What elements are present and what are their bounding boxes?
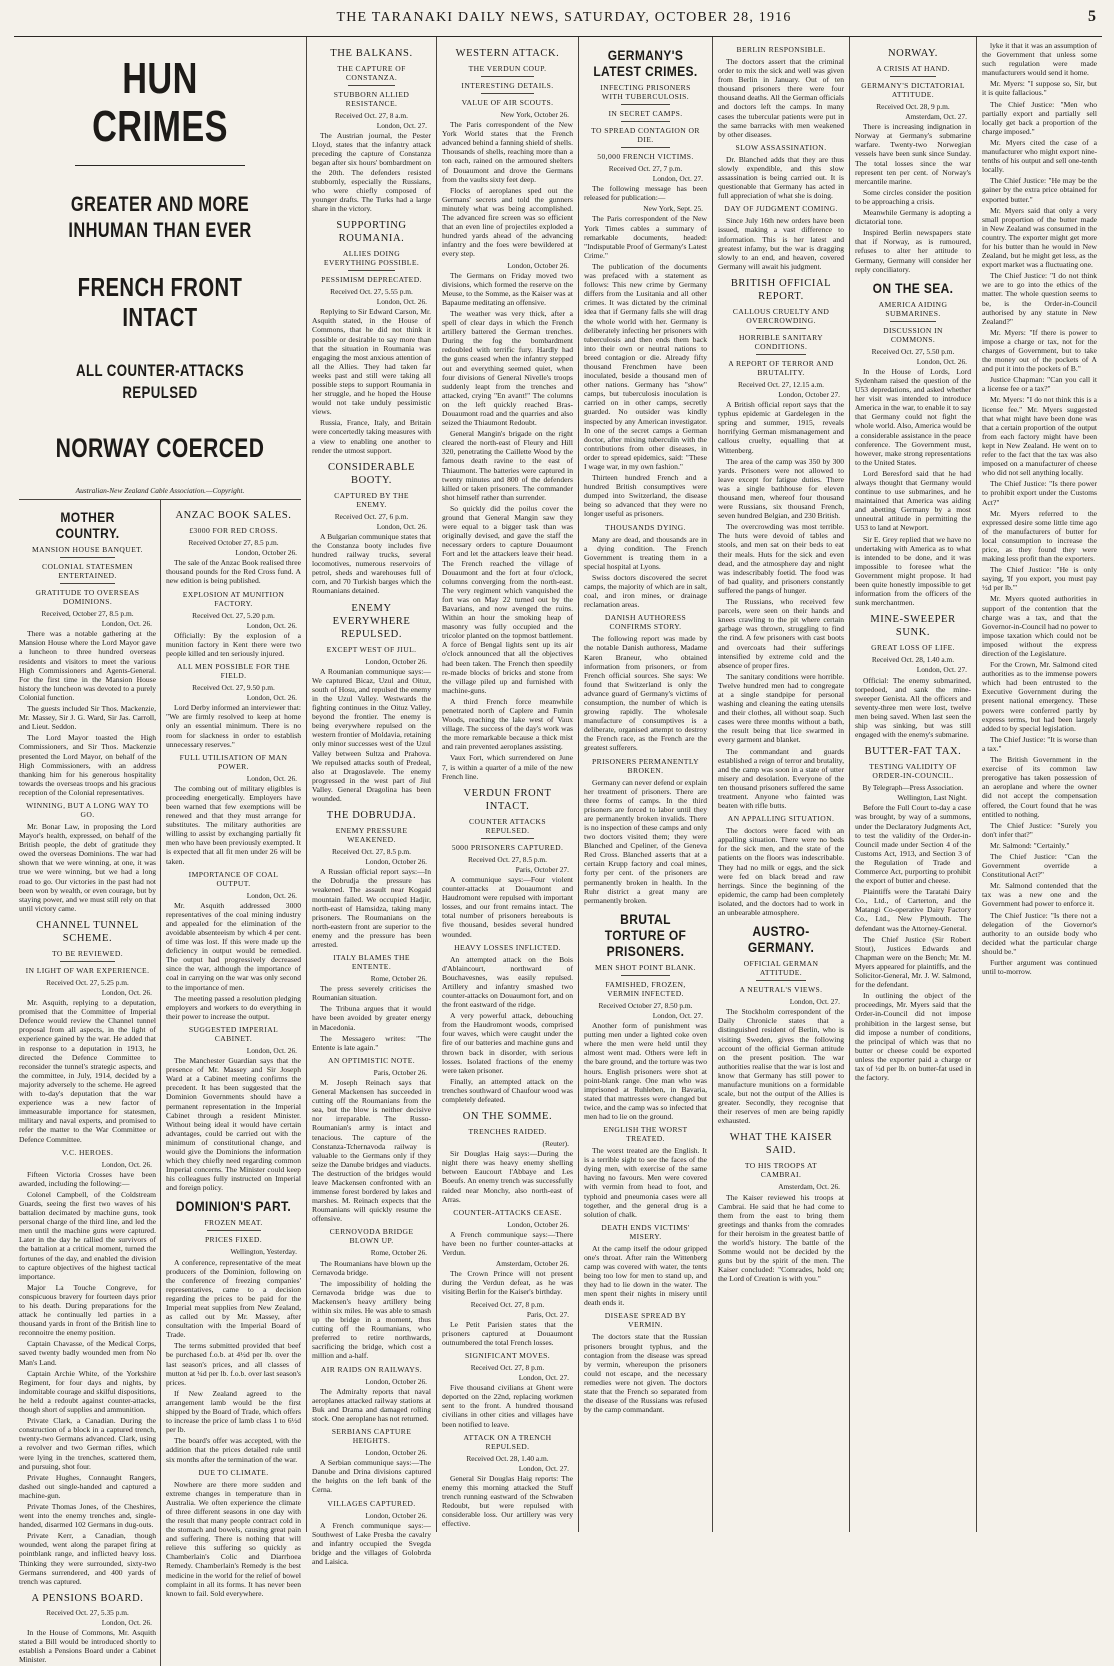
paragraph: The Stockholm correspondent of the Daily Chronicle states that a distinguished resident of Berlin, who is visiting Sweden, gives the following account of the official German attitude on the present position. The war authorities realise that the war is lost and know that Germany has still power to manufacture munitions on a formidable scale, but not the output of the Allies is greater. Secondly, they recognise that their reserves of men are being rapidly exhausted. [718,1007,844,1126]
paragraph: General Sir Douglas Haig reports: The enemy this morning attacked the Stuff trench running eastward of the Schwaben Redoubt, but were repulsed with considerable loss. Our artillery was very effective. [442,1473,573,1529]
headline-french-front: FRENCH FRONT INTACT [77,272,243,332]
paragraph: A communique says:—Four violent counter-attacks at Douaumont and Haudromont were repulsed with important losses, and our front remains intact. The total number of prisoners hereabouts is five thousand, besides several hundred wounded. [442,874,573,939]
sub-heading: GERMANY'S DICTATORIAL ATTITUDE. [861,81,965,99]
paragraph: Justice Chapman: "Can you call it a license fee or a tax?" [982,375,1097,394]
dateline: London, Oct. 27. [652,174,703,184]
dateline: London, October 26. [365,656,427,666]
paragraph: General Mangin's brigade on the right cleared the north-east of Fleury and Hill 320, penetrating the Caillette Wood by the famous death ravine to the east of Thiaumont. The batteries were captured in twenty minutes and 800 of the defenders killed or taken prisoners. The commander shot himself rather than surrender. [442,429,573,502]
dateline: London, Oct. 26. [246,620,297,630]
sub-heading: EXPLOSION AT MUNITION FACTORY. [182,589,285,608]
dateline: London, October 27. [778,389,840,399]
sub-heading: TO HIS TROOPS AT CAMBRAI. [744,1161,818,1180]
sub-heading: IMPORTANCE OF COAL OUTPUT. [188,869,279,888]
sub-heading: INTERESTING DETAILS. [461,81,554,90]
paragraph: Mr. Salmond contended that the tax was a new one and the Government had power to enforce it. [982,881,1097,909]
received-line: Received October 27, 8.50 p.m. [598,1000,693,1010]
received-line: Received Oct. 27, 5.25 p.m. [46,977,129,987]
article-heading: GERMANY'S LATEST CRIMES. [593,47,698,79]
dateline: Wellington, Last Night. [897,793,967,803]
paragraph: The Lord Mayor toasted the High Commissioners, and Sir Thos. Mackenzie presented the Lord Mayor, on behalf of the High Commissioners, with an address thanking him for his generous hospitality towards the overseas troops and his gracious reception of the Colonial representatives. [19,733,156,797]
paragraph: Sir E. Grey replied that we have no undertaking with America as to what is intended to be done, and it was impossible to foresee what the Government might propose. It had been quite honestly impossible to get information from the officers of the sunk merchantmen. [855,534,971,608]
dateline: London, October 26. [235,548,297,558]
paragraph: The Chief Justice (Sir Robert Stout), Justices Edwards and Chapman were on the Bench; Mr. M. Myers appeared for plaintiffs, and the Solicitor-General, Mr. J. W. Salmond, for the defendant. [855,934,971,990]
masthead [14,8,1102,37]
dateline: Amsterdam, October 26. [495,1259,569,1269]
dateline: London, October 26. [365,1448,427,1458]
paragraph: The Chief Justice: "He may be the gainer by the extra price obtained for exported butter." [982,176,1097,204]
dateline: Amsterdam, Oct. 27. [905,112,967,122]
received-line: Received Oct. 27, 8 p.m. [470,1362,545,1372]
dateline: Amsterdam, Oct. 26. [778,1182,840,1192]
paragraph: Mr. Myers referred to the expressed desire some little time ago of the manufacturers of butter for local consumption to increase the price, as they found they were making less profit than the exporters. [982,508,1097,564]
paragraph: The combing out of military eligibles is proceeding energetically. Employers have been warned that few exemptions will be renewed and that they must arrange for substitutes. The military authorities are willing to assist by exchanging partially fit men who have been previously exempted. It is expected that all fit men under 26 will be taken. [166,783,301,866]
sub-heading: SLOW ASSASSINATION. [735,142,827,152]
sub-heading: ATTACK ON A TRENCH REPULSED. [463,1432,552,1451]
paragraph: A very powerful attack, debouching from the Haudromont woods, comprised four waves, which were caught under the fire of our batteries and machine guns and thrown back in disorder, with serious losses. Isolated fractions of the enemy were taken prisoner. [442,1011,573,1075]
paragraph: Russia, France, Italy, and Britain were concertedly taking measures with a view to enabling one another to render the utmost support. [312,418,431,455]
paragraph: Captain Chavasse, of the Medical Corps, saved twenty badly wounded men from No Man's Land. [19,1339,156,1367]
paragraph: The Chief Justice: "He is only saying, 'If you export, you must pay ½d per lb.'" [982,565,1097,593]
paragraph: The impossibility of holding the Cernavoda bridge was due to Mackensen's heavy artillery being within six miles. He was able to smash up the bridge in a moment, thus cutting off the Roumanians, who preferred to retire northwards, sacrificing the bridge, which cost a million and a-half. [312,1278,431,1361]
article-heading: THE DOBRUDJA. [326,810,417,822]
sub-heading: HEAVY LOSSES INFLICTED. [454,942,561,952]
article-heading: WHAT THE KAISER SAID. [729,1132,833,1157]
sub-heading: DUE TO CLIMATE. [198,1467,269,1477]
dateline: London, Oct. 26. [101,619,152,629]
paragraph: The doctors were faced with an appalling situation. There were no beds for the sick men, and the state of the patients on the floors was indescribable. They had no milk or eggs, and the sick were fed on black bread and raw herrings. Since the beginning of the epidemic, the camp had been completely isolated, and the doctors had to work in an unbearable atmosphere. [718,826,844,918]
sub-heading: OFFICIAL GERMAN ATTITUDE. [743,959,819,978]
paragraph: A Russian official report says:—In the Dobrudja the pressure has weakened. The assault near Kogaid mountain failed. We occupied Hadjir, north-east of Hamsidza, taking many prisoners. The Roumanians on the north-eastern front are superior to the enemy and the pressure has been arrested. [312,867,431,949]
sub-heading: A REPORT OF TERROR AND BRUTALITY. [728,358,834,377]
sub-heading: CERNOVODA BRIDGE BLOWN UP. [329,1227,414,1246]
paragraph: In the House of Lords, Lord Sydenham raised the question of the U53 depredations, and asked whether her visit was intended to introduce America in the war, to enable it to say that Germany could not fight the whole world. Also, America would be a considerable assistance in the peace conference. The Government must, however, make strong representations to the United States. [855,366,971,467]
headline-norway: NORWAY COERCED [55,433,265,463]
paragraph: In the House of Commons, Mr. Asquith stated a Bill would be introduced shortly to establish a Pensions Board under a Cabinet Minister. [19,1628,156,1665]
sub-heading: DAY OF JUDGMENT COMING. [724,204,838,214]
paragraph: For the Crown, Mr. Salmond cited authorities as to the immense powers which had been entrusted to the Executive Government during the present national emergency. These powers were conferred partly by express terms, but had been largely added to by special legislation. [982,660,1097,733]
dateline: London, Oct. 26. [246,890,297,900]
sub-heading: FROZEN MEAT. [204,1218,263,1228]
dateline: London, Oct. 27. [652,1010,703,1020]
sub-heading: IN SECRET CAMPS. [608,109,683,118]
paragraph: Further argument was continued until to-morrow. [982,958,1097,977]
column-6 [850,37,977,1532]
paragraph: Fifteen Victoria Crosses have been awarded, including the following:— [19,1169,156,1188]
received-line: Received Oct. 27, 8 p.m. [470,1299,545,1309]
sub-heading: SERBIANS CAPTURE HEIGHTS. [331,1427,412,1446]
sub-heading: ITALY BLAMES THE ENTENTE. [333,953,410,972]
received-line: Received Oct. 28, 1.40 a.m. [466,1453,549,1463]
column-3 [437,37,579,1532]
paragraph: Dr. Blanched adds that they are thus slowly expendible, and this slow assassination is being carried out. It is questionable that Germany has acted in full appreciation of what she is doing. [718,154,844,201]
headline-counter-attacks: ALL COUNTER-ATTACKS REPULSED [76,361,244,402]
dateline: London, Oct. 26. [101,1617,152,1627]
sub-heading: INFECTING PRISONERS WITH TUBERCULOSIS. [600,83,691,101]
column-4 [579,37,713,1532]
dateline: Paris, October 27. [515,864,569,874]
dateline: London, October 26. [365,857,427,867]
paragraph: The Admiralty reports that naval aeroplanes attacked railway stations at Buk and Drama and damaged rolling stock. One aeroplane has not returned. [312,1386,431,1423]
column-1b [160,500,301,1666]
received-line: Received Oct. 27, 5.55 p.m. [330,287,413,297]
sub-heading: THE CAPTURE OF CONSTANZA. [337,64,406,82]
sub-heading: THE VERDUN COUP. [468,64,547,73]
received-line: Received Oct. 27, 8 a.m. [334,111,409,120]
paragraph: Replying to Sir Edward Carson, Mr. Asquith stated, in the House of Commons, that he did not think it possible or desirable to say more than that the situation in Roumania was engaging the most anxious attention of all the Allies. They had taken far weeks past and still were taking all possible steps to support Roumania in her struggle, and he hoped the House would not take unduly pessimistic views. [312,307,431,417]
sub-heading: A NEUTRAL'S VIEWS. [739,985,823,995]
paragraph: Plaintiffs were the Taratahi Dairy Co., Ltd., of Carterton, and the Matangi Co-operative Dairy Factory Co., Ltd., New Plymouth. The defendant was the Attorney-General. [855,887,971,933]
dateline: Rome, October 26. [370,1248,427,1258]
paragraph: At the camp itself the odour gripped one's throat. After rain the Wittenberg camp was covered with water, the tents being too low for men to stand up, and they had to lie down in the water. The men spent their nights in misery until death ends it. [584,1243,707,1308]
paragraph: The following message has been released for publication:— [584,184,707,203]
columns [14,37,1102,1665]
paragraph: The overcrowding was most terrible. The huts were devoid of tables and stools, and men sat on their beds to eat their meals. Huts for the sick and even dead, and the atmosphere day and night was indescribably foetid. The food was of bad quality, and prisoners constantly suffered the pangs of hunger. [718,522,844,595]
paragraph: Private Clark, a Canadian. During the construction of a block in a captured trench, twenty-two Germans advanced. Clark, using a revolver and two German rifles, which were lying in the trenches, scattered them, and pursuing, shot four. [19,1416,156,1471]
sub-heading: PESSIMISM DEPRECATED. [321,275,422,285]
article-heading: A PENSIONS BOARD. [31,1592,144,1604]
sub-heading: AN OPTIMISTIC NOTE. [327,1055,416,1065]
paragraph: The Roumanians have blown up the Cernavoda bridge. [312,1258,431,1277]
paragraph: The doctors assert that the criminal order to mix the sick and well was given from Berlin in January. Out of ten thousand prisoners there were four thousand deaths. All the German officials and doctors left the camps. In many cases the tubercular patients were put in the same barracks with men weakened by other diseases. [718,57,844,139]
sub-heading: WINNING, BUT A LONG WAY TO GO. [26,800,149,819]
article-heading: AUSTRO-GERMANY. [747,923,815,956]
dateline: London, Oct. 26. [246,1045,297,1055]
received-line: Received Oct. 27, 8.5 p.m. [331,847,412,857]
article-heading: SUPPORTING ROUMANIA. [336,220,407,245]
sub-heading: 50,000 FRENCH VICTIMS. [597,152,694,161]
sub-heading: BERLIN RESPONSIBLE. [736,45,826,54]
paragraph: The press severely criticises the Roumanian situation. [312,984,431,1003]
paragraph: Lord Derby informed an interviewer that: "We are firmly resolved to keep at home only an essential minimum. There is no room for slackness in order to establish unnecessary reserves." [166,703,301,749]
sub-heading: HORRIBLE SANITARY CONDITIONS. [738,332,824,351]
paragraph: The Russians, who received few parcels, were seen on their hands and knees crawling to the pit where certain garbage was thrown, struggling to find the rind. A few prisoners with cast boots and overcoats had their sufferings intensified by extreme cold and the absence of proper fires. [718,597,844,670]
headline-greater: GREATER AND MORE INHUMAN THAN EVER [68,193,252,242]
paragraph: The Austrian journal, the Pester Lloyd, states that the infantry attack preceding the capture of Constanza began after six hours' bombardment on the 20th. The defenders resisted stubbornly, especially the Russians, who were chiefly composed of younger drafts. The Turks had a large share in the victory. [312,131,431,213]
paragraph: The Manchester Guardian says that the presence of Mr. Massey and Sir Joseph Ward at a Cabinet meeting confirms the precedent. It has been suggested that the Dominion Governments should have a permanent representation in the Imperial Cabinet through a resident Minister. Without being ideal it would have certain advantages, could be carried out with the minimum of constitutional change, and would give the Dominions the information which they chiefly need regarding common Imperial concerns. The Minister could keep his colleagues fully instructed on Imperial and foreign policy. [166,1056,301,1193]
paragraph: Meanwhile Germany is adopting a dictatorial tone. [855,208,971,227]
paragraph: Major La Touche Congreve, for conspicuous bravery for fourteen days prior to his death. During preparations for the attack he continually led parties in a thousand yards in front of the British line to reconnoitre the enemy position. [19,1282,156,1338]
paragraph: The Chief Justice: "Can the Government override a Constitutional Act?" [982,851,1097,880]
column-1a [19,500,160,1666]
sub-heading: COUNTER ATTACKS REPULSED. [469,816,546,835]
received-line: Received Oct. 27, 6 p.m. [334,511,409,521]
received-line: Received Oct. 27, 5.50 p.m. [871,346,955,356]
paragraph: A Serbian communique says:—The Danube and Drina divisions captured the heights on the left bank of the Cerna. [312,1458,431,1495]
sub-heading: VALUE OF AIR SCOUTS. [461,98,554,107]
sub-heading: AIR RAIDS ON RAILWAYS. [320,1364,423,1374]
column-5 [713,37,850,1532]
article-heading: DOMINION'S PART. [175,1198,292,1215]
dateline: London, October 26. [507,1219,569,1229]
paragraph: There was a notable gathering at the Mansion House where the Lord Mayor gave a luncheon to three hundred overseas residents and visitors to meet the various High Commissioners and Agents-General. For the first time in the Mansion House history the luncheon was devoted to a purely Colonial function. [19,629,156,702]
received-line: Received October 27, 8.5 p.m. [188,538,279,548]
paragraph: Lord Beresford said that he had always thought that Germany would continue to use submarines, and he maintained that America was aiding and abetting Germany by a most unneutral attitude in permitting the U53 to land at Newport. [855,468,971,533]
paragraph: M. Joseph Reinach says that General Mackensen has succeeded in cutting off the Roumanians from the sea, but the blow is neither decisive nor irreparable. The Russo-Roumanian's army is intact and tenacious. The capture of the Constanza-Tchernavoda railway is valuable to the Germans only if they seize the Danube bridges and viaducts. The destruction of the bridges would leave Mackensen confronted with an immense forest bordered by lakes and marshes. M. Reinach expects that the Roumanians will quickly resume the offensive. [312,1077,431,1224]
paragraph: The board's offer was accepted, with the addition that the prices detailed rule until six months after the termination of the war. [166,1436,301,1464]
paragraph: Another form of punishment was putting men under a lighted coke oven where the men were held until they almost went mad. Others were left in the bare ground, and the torture was two hours. English prisoners were shot at point-blank range. One man who was imprisoned at Ruhleben, in Bavaria, stated that mattresses were changed but twice, and the camp was so infected that men had to lie on the ground. [584,1021,707,1121]
paragraph: A conference, representative of the meat producers of the Dominion, following on the conference of freezing companies' representatives, came to a decision regarding the prices to be paid for the Imperial meat supplies from New Zealand, as called out by Mr. Massey, after consultation with the Imperial Board of Trade. [166,1257,301,1340]
paragraph: Nowhere are there more sudden and extreme changes in temperature than in Australia. We often experience the climate of three different seasons in one day with the result that many people contract cold in the stomach and bowels, causing great pain and suffering. There is nothing that will relieve this suffering so quickly as Chamberlain's Colic and Diarrhoea Remedy. Chamberlain's Remedy is the best medicine in the world for the relief of bowel complaint in all its forms. It has never been known to fail. Sold everywhere. [166,1479,301,1598]
paragraph: Mr. Myers: "I do not think this is a license fee." Mr. Myers suggested that what might have been done was that a certain proportion of the output from each factory might have been kept in New Zealand. He went on to refer to the fact that the tax was also imposed on a manufacturer of cheese who did not sell anything locally. [982,395,1097,478]
paragraph: The Chief Justice: "Men who partially export and partially sell locally get back a proportion of the charge imposed." [982,99,1097,136]
sub-heading: MEN SHOT POINT BLANK. [595,962,696,972]
paragraph: Thirteen hundred French and a hundred British consumptives were dumped into Switzerland, the disease being so advanced that they were no longer useful as prisoners. [584,473,707,519]
paragraph: Inspired Berlin newspapers state that if Norway, as is rumoured, refuses to alter her attitude to Germany, Germany will consider her reply conciliatory. [855,228,971,274]
paragraph: A French communique says:—Southwest of Lake Presba the cavalry and infantry occupied the Svegda bridge and the villages of Golobrda and Laisica. [312,1520,431,1566]
paragraph: Five thousand civilians at Ghent were deported on the 22nd, replacing workmen sent to the front. A hundred thousand civilians in other cities and villages have been notified to leave. [442,1383,573,1429]
paragraph: The doctors state that the Russian prisoners brought typhus, and the contagion from the disease was spread by vermin, whereupon the prisoners could not escape, and the necessary remedies were not given. The doctors state that the French so separated from the disease of the Russians was refused by the camp commandant. [584,1332,707,1415]
sub-heading: CALLOUS CRUELTY AND OVERCROWDING. [732,306,830,325]
received-line: Received Oct. 27, 12.15 a.m. [738,379,824,389]
paragraph: Since July 16th new orders have been issued, making a vast difference to information. This is her latest and greatest infamy, but the war is dragging slowly to an end, and heaven, covered Germany will await his judgment. [718,216,844,271]
paragraph: Many are dead, and thousands are in a dying condition. The French Government is treating them in a special hospital at Lyons. [584,534,707,571]
sub-heading: TRENCHES RAIDED. [468,1127,547,1137]
dateline: London, Oct. 27. [789,997,840,1007]
paragraph: The Paris correspondent of the New York Times cables a summary of remarkable documents, headed: "Indisputable Proof of Germany's Latest Crime." [584,214,707,260]
article-heading: NORWAY. [887,48,938,59]
dateline: London, Oct. 26. [246,773,297,783]
paragraph: Officially: By the explosion of a munition factory in Kent there were two people killed and ten seriously injured. [166,630,301,658]
paragraph: lyke it that it was an assumption of the Government that unless some such regulation were made manufacturers would send it home. [982,41,1097,78]
paragraph: The Chief Justice: "I do not think we are to go into the ethics of the matter. The whole question seems to be, is the Order-in-Council authorised by any statute in New Zealand?" [982,271,1097,326]
paragraph: Le Petit Parisien states that the prisoners captured at Douaumont outnumbered the total French losses. [442,1319,573,1347]
paragraph: Some circles consider the position to be approaching a crisis. [855,187,971,206]
sub-heading: 5000 PRISONERS CAPTURED. [451,842,564,852]
paragraph: Finally, an attempted attack on the trenches southward of Chaufour wood was completely defeated. [442,1076,573,1104]
paragraph: The publication of the documents was prefaced with a statement as follows: This new crime by Germany differs from the Lusitania and all other crimes. It was dictated by the criminal idea that if Germany falls she will drag the whole world with her. Germany is deliberately infecting her prisoners with tuberculosis and then ends them back into their own or neutral nations to breed contagion or die. Already fifty thousand Frenchmen have been inoculated, beside a thousand men of other nations. Germany has "show" camps, but tuberculosis inoculation is carried on in other camps, secretly guarded. No outsider was kindly inspected by any American investigator. In one of the secret camps a German doctor, after mixing tuberculin with the contributions from other diseases, in order to spread epidemics, said: "These I wage war, in my own fashion." [584,261,707,471]
sub-heading: ALLIES DOING EVERYTHING POSSIBLE. [323,249,420,268]
paragraph: The Messagero writes: "The Entente is late again." [312,1033,431,1052]
dateline: London, Oct. 26. [376,521,427,531]
column-2 [307,37,437,1566]
paragraph: Mr. Asquith, replying to a deputation, promised that the Committee of Imperial Defence would review the Channel tunnel proposal from all aspects, in the light of experience gained by the war. He added that in response to a deputation in 1913, he directed the Defence Committee to reconsider the tunnel's strategic aspects, and the committee, in July, 1914, decided by a majority adversely to the scheme. He agreed with to-day's deputation that the war experience was a new factor of immeasurable importance for statesmen, military and naval experts, and promised to refer the matter to the War Committee or Defence Committee. [19,998,156,1144]
dateline: London, Oct. 26. [916,356,967,366]
dateline: Paris, Oct. 27. [526,1309,569,1319]
article-heading: ANZAC BOOK SALES. [175,510,292,522]
paragraph: Mr. Myers said that only a very small proportion of the butter made in New Zealand was consumed in the country. The exporter might get more for his butter than he would in New Zealand, but he might get less, as the export market was a fluctuating one. [982,205,1097,270]
paragraph: Vaux Fort, which surrendered on June 7, is within a quarter of a mile of the new French line. [442,753,573,781]
dateline: (Reuter). [542,1139,569,1149]
cable-credit: Australian-New Zealand Cable Association.—Copyright. [75,486,245,495]
paragraph: A French communique says:—There have been no further counter-attacks at Verdun. [442,1229,573,1258]
sub-heading: AN APPALLING SITUATION. [727,814,835,824]
article-heading: MINE-SWEEPER SUNK. [870,614,956,639]
paragraph: Colonel Campbell, of the Coldstream Guards, seeing the first two waves of his battalion decimated by machine guns, took personal charge of the third line, and led the men until the machine guns were captured. Later in the day he rallied the survivors of the battalion at a critical moment, turned the fortunes of the day, and enabled the division to capture objectives of the highest tactical importance. [19,1189,156,1281]
article-heading: WESTERN ATTACK. [455,48,560,59]
dateline: New York, October 26. [500,110,569,119]
article-heading: CONSIDERABLE BOOTY. [327,461,416,486]
sub-heading: IN LIGHT OF WAR EXPERIENCE. [25,965,150,975]
sub-heading: AMERICA AIDING SUBMARINES. [878,299,948,318]
paragraph: The Germans on Friday moved two divisions, which formed the reserve on the Meuse, to the Somme, as the Kaiser was at Bapaume meditating an offensive. [442,270,573,307]
paragraph: The Chief Justice: "Surely you don't infer that?" [982,820,1097,839]
sub-heading: DISEASE SPREAD BY VERMIN. [604,1311,687,1330]
paragraph: Mr. Myers cited the case of a manufacturer who might export nine-tenths of his output and sell one-tenth locally. [982,137,1097,175]
sub-heading: DANISH AUTHORESS CONFIRMS STORY. [604,613,687,632]
dateline: London, Oct. 27. [518,1463,569,1473]
dateline: London, Oct. 26. [376,297,427,307]
article-heading: VERDUN FRONT INTACT. [463,787,552,812]
sub-heading: DEATH ENDS VICTIMS' MISERY. [601,1222,690,1241]
sub-heading: PRISONERS PERMANENTLY BROKEN. [591,756,699,775]
paragraph: Mr. Myers: "I suppose so, Sir, but it is quite fallacious." [982,79,1097,98]
dateline: London, Oct. 27. [376,121,427,131]
paragraph: Mr. Salmond: "Certainly." [990,840,1070,850]
paragraph: Mr. Bonar Law, in proposing the Lord Mayor's health, expressed, on behalf of the British people, the debt of gratitude they owed the overseas Dominions. The war had shown that we were winning, at one, it was true we were winning, but we had a long road to go. Our victories in the past had not been won by wealth, or even courage, but by staying power, and we must still rely on that until victory came. [19,821,156,913]
paragraph: The Chief Justice: "Is there not a delegation of the Governor's authority to an outside body who decided what the particular charge should be." [982,910,1097,956]
dateline: Wellington, Yesterday. [230,1247,297,1257]
dateline: London, Oct. 26. [101,1159,152,1169]
dateline: London, Oct. 27. [916,665,967,675]
sub-heading: GREAT LOSS OF LIFE. [871,643,955,653]
headline-hun-crimes: HUN CRIMES [92,54,228,151]
paragraph: The Crown Prince will not present during the Verdun defeat, as he was visiting Berlin for the Kaiser's birthday. [442,1269,573,1297]
dateline: London, October 26. [365,1510,427,1520]
received-line: Received, October 27, 8.5 p.m. [41,609,134,619]
paragraph: The sanitary conditions were horrible. Twelve hundred men had to congregate at a single standpipe for personal washing and cleaning the eating utensils and their clothes, all without soap. Such cases were three months without a bath, the result being that lice swarmed in every garment and blanket. [718,671,844,745]
paragraph: Before the Full Court to-day a case was brought, by way of a summons, under the Declaratory Judgments Act, to test the validity of the Order-in-Council made under Section 4 of the Customs Act, 1913, and Section 3 of the Regulation of Trade and Commerce Act, purporting to prohibit the export of butter and cheese. [855,803,971,886]
column-1-subcolumns [19,499,301,1666]
received-line: Received Oct. 27, 7 p.m. [608,164,683,173]
paragraph: Germany can never defend or explain her treatment of prisoners. There are three forms of camps. In the third prisoners are forced to labor until they are permanently broken invalids. There is no inspection of these camps and only two doctors visited them; they were Blanched and Cpeliner, of the Geneva Red Cross. Blanched asserts that at a certain Krupp factory and coal mines, forty per cent. of the prisoners are permanently broken in health. In the Ruhr district a great many are permanently broken. [584,777,707,905]
sub-heading: THOUSANDS DYING. [605,522,686,532]
paragraph: In outlining the object of the proceedings, Mr. Myers said that the Order-in-Council did not impose prohibition in the largest sense, but did impose a number of conditions, the principal of which was that no butter or cheese could be exported unless the exporter paid a charge or tax of ½d per lb. on butter-fat used in the factory. [855,991,971,1083]
paragraph: Mr. Myers quoted authorities in support of the contention that the charge was a tax, and that the Governor-in-Council had no power to impose taxation which could not be imposed without the express direction of the Legislature. [982,594,1097,658]
paragraph: A British official report says that the typhus epidemic at Gardelegen in the spring and summer, 1915, reveals horrifying German mismanagement and callous cruelty, equalling that at Wittenberg. [718,400,844,455]
dateline: Paris, October 26. [373,1067,427,1077]
sub-heading: ALL MEN POSSIBLE FOR THE FIELD. [177,662,290,681]
received-line: Received Oct. 28, 9 p.m. [876,102,950,111]
article-heading: MOTHER COUNTRY. [55,509,120,542]
article-heading: BRUTAL TORTURE OF PRISONERS. [604,910,687,959]
column-7 [977,37,1102,1532]
sub-heading: FAMISHED, FROZEN, VERMIN INFECTED. [605,979,686,998]
paragraph: The weather was very thick, after a spell of clear days in which the French artillery battered the German trenches. During the fog the bombardment redoubled with terrific fury. Hardly had the guns ceased when the infantry stepped out and everything seemed quiet, when four divisions of General Nivelle's troops suddenly leapt from the trenches and attacked, crying "En avant!" The columns on the left quickly reached Bras-Douaumont road and the quarries and also seized the Thiaumont Redoubt. [442,308,573,428]
article-heading: BRITISH OFFICIAL REPORT. [730,277,832,302]
paragraph: Captain Archie White, of the Yorkshire Regiment, for four days and nights, by indomitable courage and skilful dispositions, he held a redoubt against counter-attacks, though short of supplies and ammunition. [19,1368,156,1415]
paragraph: Private Hughes, Connaught Rangers, dashed out single-handed and captured a machine-gun. [19,1472,156,1500]
sub-heading: CAPTURED BY THE ENEMY. [334,490,409,509]
masthead-title: THE TARANAKI DAILY NEWS, SATURDAY, OCTOBER 28, 1916 [336,10,792,25]
sub-heading: TO SPREAD CONTAGION OR DIE. [591,126,700,144]
paragraph: The Kaiser reviewed his troops at Cambrai. He said that he had come to them from the east to bring them greetings and thanks from the comrades for their heroism in the greatest battle of the world's history. The battle of the Somme would not be decided by the guns but by the spirit of the men. The Kaiser concluded: "Comrades, hold on; the Lord of Creation is with you." [718,1192,844,1284]
paragraph: A Roumanian communique says:—We captured Bicaz, Uzul and Oituz, south of Hosu, and repulsed the enemy in the Uzul Valley. Westwards the fighting continues in the Oituz Valley, beyond the frontier. The enemy is being everywhere repulsed on the western frontier of Moldavia, retaining only minor successes west of the Uzul Valley between Sultza and Prahova. We repulsed attacks south of Predeal, also at Dragoslavele. The enemy progressed in the west part of Jiul Valley. General Dragolina has been wounded. [312,666,431,803]
sub-heading: VILLAGES CAPTURED. [327,1498,416,1508]
dateline: London, October 26. [507,260,569,270]
paragraph: The sale of the Anzac Book realised three thousand pounds for the Red Cross fund. A new edition is being published. [166,558,301,586]
page-number: 5 [1088,8,1096,25]
article-heading: ENEMY EVERYWHERE REPULSED. [332,602,411,640]
paragraph: Private Kerr, a Canadian, though wounded, went along the parapet firing at pointblank range, and inflicted heavy loss. Thinking they were surrounded, sixty-two Germans surrendered, and 400 yards of trench was captured. [19,1531,156,1586]
sub-heading: COUNTER-ATTACKS CEASE. [453,1207,562,1217]
received-line: Received Oct. 27, 9.50 p.m. [192,683,275,693]
paragraph: The following report was made by the notable Danish authoress, Madame Karen Braneur, who obtained information from prisoners, or from French official sources. She says: We found that Switzerland is only the advance guard of Germany's victims of consumption, the number of which is growing rapidly. The wholesale manufacture of consumptives is a deliberate, organised attempt to destroy the French race, as the French are the greatest sufferers. [584,634,707,753]
received-line: Received Oct. 28, 1.40 a.m. [871,655,955,665]
sub-heading: ENGLISH THE WORST TREATED. [603,1125,688,1144]
paragraph: The Paris correspondent of the New York World states that the French advanced behind a fanning shield of shells. Thousands of shells, reaching more than a ton each, rained on the armoured shelters of Douaumont and drove the Germans from the vaults sixty feet deep. [442,120,573,184]
dateline: London, Oct. 26. [246,693,297,703]
paragraph: The terms submitted provided that beef be purchased f.o.b. at 4½d per lb. over the last season's prices, and all classes of mutton at ¼d per lb. f.o.b. over last season's prices. [166,1341,301,1387]
paragraph: The guests included Sir Thos. Mackenzie, Mr. Massey, Sir J. G. Ward, Sir Jas. Carroll, and Lieut. Seddon. [19,704,156,732]
article-heading: THE BALKANS. [330,48,413,59]
sub-heading: DISCUSSION IN COMMONS. [883,325,943,344]
sub-heading: EXCEPT WEST OF JIUL. [326,644,417,654]
dateline: New York, Sept. 25. [643,204,703,214]
sub-heading: ENEMY PRESSURE WEAKENED. [335,826,408,845]
paragraph: The British Government in the exercise of its common law prerogative has taken possession of an aeroplane and where the owner did not accept the compensation offered, the Court found that he was entitled to nothing. [982,755,1097,819]
column-1 [14,37,307,1665]
dateline: Rome, October 26. [370,974,427,984]
sub-heading: PRICES FIXED. [204,1235,263,1245]
paragraph: Sir Douglas Haig says:—During the night there was heavy enemy shelling between Eaucourt l'Abbaye and Les Boeufs. An enemy trench was successfully raided near Monchy, also north-east of Arras. [442,1149,573,1204]
paragraph: So quickly did the poilus cover the ground that General Mangin saw they were equal to a bigger task than was originally devised, and gave the staff the necessary orders to capture Douaumont Fort and let the attackers leave their head. The French reached the village of Douaumont and the fort at four o'clock, columns converging from the north-east. The very regiment which vanquished the fort was on May 22 turned out by the Bavarians, and now avenged the ruins. Within an hour the smoking heap of masonry was fully occupied and the tricolor planted on the topmost battlement. A force of Bengal lights sent up its air o'clock announced that all the objectives had been taken. The French then speedily re-made blocks of bricks and stone from the village piled up and furnished with machine-guns. [442,503,573,695]
received-line: Received Oct. 27, 5.20 p.m. [192,610,275,620]
paragraph: Mr. Asquith addressed 3000 representatives of the coal mining industry and appealed for the elimination of the avoidable absenteeism by which 4 per cent. of time was lost. If this were made up the deficiency in output would be remedied. The output had progressively decreased since the war, although the importance of coal in carrying on the war was only second to the importance of men. [166,900,301,992]
sub-heading: SIGNIFICANT MOVES. [464,1350,551,1360]
article-heading: BUTTER-FAT TAX. [864,746,962,758]
paragraph: An attempted attack on the Bois d'Ablaincourt, northward of Bouchavesnes, was easily repulsed. Artillery and infantry smashed two counter-attacks on Douaumont fort, and on the front eastward of the ridge. [442,954,573,1010]
received-line: By Telegraph—Press Association. [862,783,964,793]
dateline: London, Oct. 27. [518,1373,569,1383]
dateline: London, Oct. 26. [101,988,152,997]
paragraph: Mr. Myers: "If there is power to impose a charge or tax, not for the charges of Government, but to take the money out of the pockets of A and put it into the pockets of B." [982,327,1097,374]
paragraph: There is increasing indignation in Norway at Germany's submarine warfare. Twenty-two Norwegian vessels have been sunk since Sunday. The total losses since the war represent ten per cent. of Norway's mercantile marine. [855,122,971,186]
sub-heading: MANSION HOUSE BANQUET. [32,545,143,555]
paragraph: The Chief Justice: "Is there power to prohibit export under the Customs Act?" [982,479,1097,507]
sub-heading: GRATITUDE TO OVERSEAS DOMINIONS. [35,588,140,607]
paragraph: The worst treated are the English. It is a terrible sight to see the faces of the dying men, with exercise of the same having no favours. Men were covered with vermin from head to foot, and typhoid and pneumonia cases were all together, and the general drug is a solution of chalk. [584,1146,707,1219]
received-line: Received Oct. 27, 5.35 p.m. [46,1607,129,1617]
dateline: London, October 26. [365,1376,427,1386]
sub-heading: TO BE REVIEWED. [51,948,124,958]
received-line: Received Oct. 27, 8.5 p.m. [467,854,548,864]
paragraph: A Bulgarian communique states that the Constanza booty includes five hundred railway trucks, several locomotives, numerous reservoirs of petrol, sheds and warehouses full of corn, and 70 Turkish barges which the Roumanians detained. [312,531,431,596]
paragraph: The Chief Justice: "It is worse than a tax." [982,734,1097,753]
paragraph: Private Thomas Jones, of the Cheshires, went into the enemy trenches and, single-handed, disarmed 102 Germans in dug-outs. [19,1501,156,1530]
sub-heading: SUGGESTED IMPERIAL CABINET. [188,1024,279,1043]
paragraph: If New Zealand agreed to the arrangement lamb would be the first shipped by the Board of Trade, which offers to increase the price of lamb class 1 to 6½d per lb. [166,1388,301,1435]
sub-heading: A CRISIS AT HAND. [876,64,950,73]
paragraph: The area of the camp was 350 by 300 yards. Prisoners were not allowed to leave except for fatigue duties. There was a single bathhouse for eleven thousand men, whereof four thousand were Russians, six thousand French, seven hundred Belgian, and 230 British. [718,456,844,521]
paragraph: Official: The enemy submarined, torpedoed, and sank the mine-sweeper Genista. All the officers and seventy-three men were lost, twelve men being saved. When last seen the ship was sinking, but was still engaged with the enemy's submarine. [855,675,971,740]
sub-heading: £3000 FOR RED CROSS. [189,526,278,536]
sub-heading: STUBBORN ALLIED RESISTANCE. [333,90,410,108]
paragraph: Swiss doctors discovered the secret camps, the majority of which are in salt, coal, and iron mines, or drainage reclamation areas. [584,572,707,610]
sub-heading: FULL UTILISATION OF MAN POWER. [179,752,288,771]
paragraph: A third French force meanwhile penetrated north of Caplere and Fumin Woods, reaching the lake west of Vaux village. The success of the day's work was the more remarkable because a thick mist and rain prevented aeroplanes assisting. [442,696,573,752]
sub-heading: V.C. HEROES. [61,1147,114,1157]
paragraph: The commandant and guards established a reign of terror and brutality, and the camp was soon in a state of utter misery and desolation. Everyone of the ten thousand prisoners suffered the same treatment. Anyone who fainted was beaten with rifle butts. [718,746,844,811]
article-heading: CHANNEL TUNNEL SCHEME. [36,919,139,944]
article-heading: ON THE SOMME. [462,1111,553,1123]
headline-rule [75,165,244,166]
sub-heading: TESTING VALIDITY OF ORDER-IN-COUNCIL. [869,762,957,781]
article-heading: ON THE SEA. [872,279,954,296]
paragraph: The meeting passed a resolution pledging employers and workers to do everything in their power to increase the output. [166,993,301,1021]
paragraph: The Tribuna argues that it would have been avoided by greater energy in Macedonia. [312,1004,431,1032]
sub-heading: COLONIAL STATESMEN ENTERTAINED. [42,562,133,581]
paragraph: Flocks of aeroplanes sped out the Germans' secrets and told the gunners minutely what was being accomplished. The advanced fire screen was so efficient that an even line of projectiles exploded a hundred yards ahead of the advancing infantry and the foes were bewildered at every step. [442,185,573,259]
